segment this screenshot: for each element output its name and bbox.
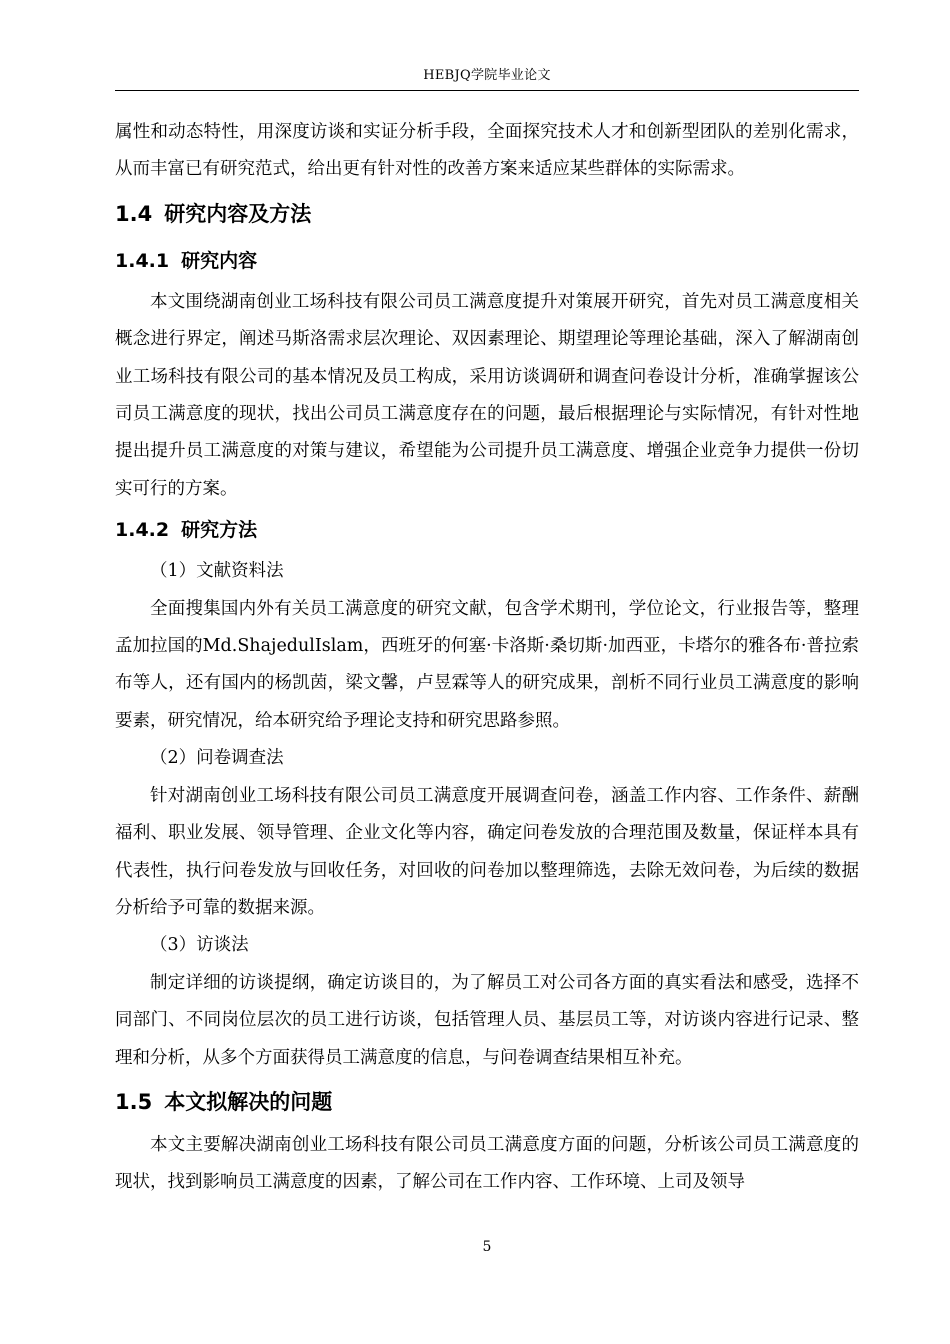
subsection-title: 研究方法 (181, 519, 258, 542)
subsection-number: 1.4.2 (115, 519, 170, 542)
section-1-4-2-heading (115, 508, 859, 553)
method-paragraph-literature: 全面搜集国内外有关员工满意度的研究文献，包含学术期刊，学位论文，行业报告等，整理孟加拉国的Md.ShajedulIslam，西班牙的何塞·卡洛斯·桑切斯·加西亚，卡塔尔的雅各布·普拉索布等人，还有国内的杨凯茵，梁文馨，卢昱霖等人的研究成果，剖析不同行业员工满意度的影响要素，研究情况，给本研究给予理论支持和研究思路参照。 (115, 598, 859, 731)
section-1-5-heading (115, 1077, 859, 1127)
page-content (115, 114, 859, 1202)
method-label-questionnaire: （2）问卷调查法 (150, 748, 284, 769)
section-1-4-1-heading (115, 239, 859, 284)
problems-paragraph: 本文主要解决湖南创业工场科技有限公司员工满意度方面的问题，分析该公司员工满意度的现状，找到影响员工满意度的因素，了解公司在工作内容、工作环境、上司及领导 (115, 1134, 859, 1193)
section-number: 1.5 (115, 1089, 153, 1114)
subsection-title: 研究内容 (181, 249, 258, 272)
section-number: 1.4 (115, 201, 153, 226)
section-title: 研究内容及方法 (164, 201, 312, 226)
intro-paragraph: 属性和动态特性，用深度访谈和实证分析手段，全面探究技术人才和创新型团队的差别化需求，从而丰富已有研究范式，给出更有针对性的改善方案来适应某些群体的实际需求。 (115, 122, 859, 180)
section-title: 本文拟解决的问题 (164, 1089, 333, 1114)
method-paragraph-questionnaire: 针对湖南创业工场科技有限公司员工满意度开展调查问卷，涵盖工作内容、工作条件、薪酬福利、职业发展、领导管理、企业文化等内容，确定问卷发放的合理范围及数量，保证样本具有代表性，执行问卷发放与回收任务，对回收的问卷加以整理筛选，去除无效问卷，为后续的数据分析给予可靠的数据来源。 (115, 785, 859, 918)
running-header: HEBJQ学院毕业论文 (423, 68, 551, 83)
method-paragraph-interview: 制定详细的访谈提纲，确定访谈目的，为了解员工对公司各方面的真实看法和感受，选择不同部门、不同岗位层次的员工进行访谈，包括管理人员、基层员工等，对访谈内容进行记录、整理和分析，从多个方面获得员工满意度的信息，与问卷调查结果相互补充。 (115, 972, 859, 1068)
subsection-number: 1.4.1 (115, 249, 170, 272)
header-rule (115, 90, 859, 91)
research-content-paragraph: 本文围绕湖南创业工场科技有限公司员工满意度提升对策展开研究，首先对员工满意度相关概念进行界定，阐述马斯洛需求层次理论、双因素理论、期望理论等理论基础，深入了解湖南创业工场科技有限公司的基本情况及员工构成，采用访谈调研和调查问卷设计分析，准确掌握该公司员工满意度的现状，找出公司员工满意度存在的问题，最后根据理论与实际情况，有针对性地提出提升员工满意度的对策与建议，希望能为公司提升员工满意度、增强企业竞争力提供一份切实可行的方案。 (115, 291, 859, 499)
method-label-literature: （1）文献资料法 (150, 561, 284, 582)
method-label-interview: （3）访谈法 (150, 935, 249, 956)
section-1-4-heading (115, 189, 859, 239)
page-number: 5 (482, 1239, 492, 1255)
